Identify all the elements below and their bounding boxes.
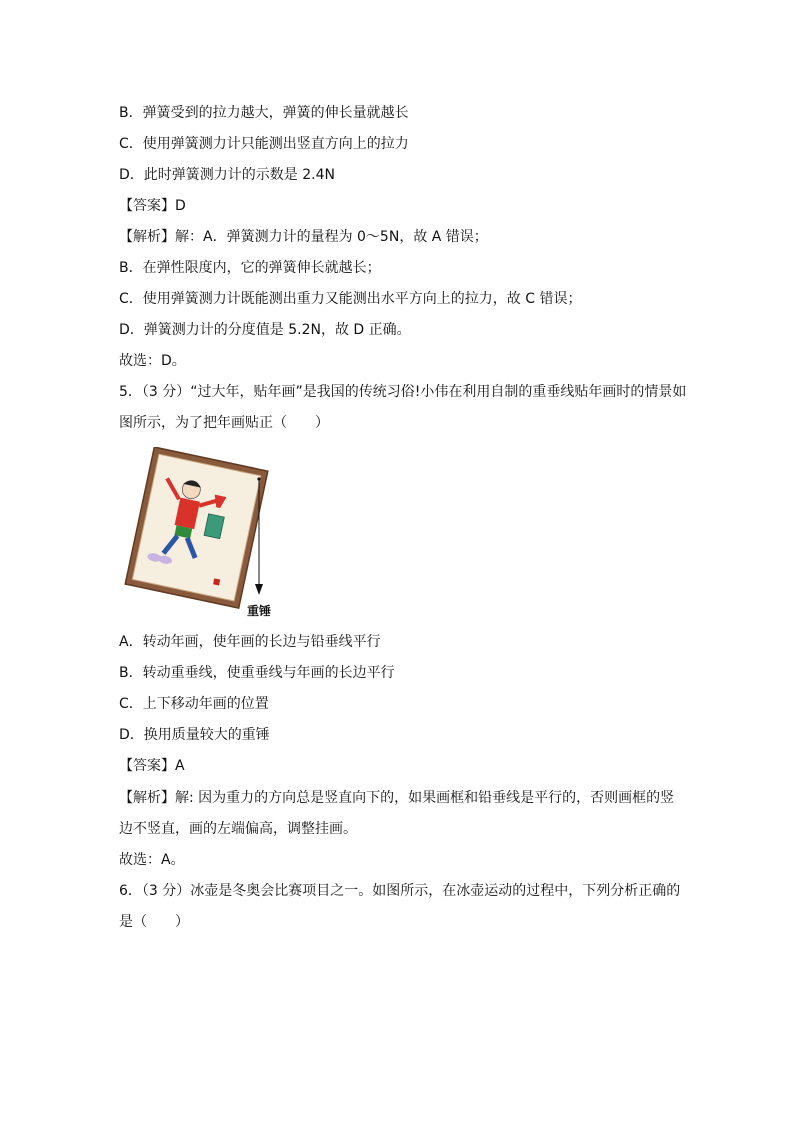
q5-answer: 【答案】A xyxy=(119,758,185,774)
q6-stem-line-1: 6．（3 分）冰壶是冬奥会比赛项目之一。如图所示，在冰壶运动的过程中，下列分析正确的 xyxy=(119,883,681,899)
weight-label: 重锤 xyxy=(246,604,272,618)
q5-conclusion: 故选：A。 xyxy=(119,852,185,868)
q5-option-d: D．换用质量较大的重锤 xyxy=(119,727,270,743)
q4-analysis-3: C．使用弹簧测力计既能测出重力又能测出水平方向上的拉力，故 C 错误； xyxy=(119,291,582,307)
q4-analysis-2: B．在弹性限度内，它的弹簧伸长就越长； xyxy=(119,260,381,276)
q6-stem-line-2: 是（ ） xyxy=(119,914,189,930)
q4-analysis-4: D．弹簧测力计的分度值是 5.2N，故 D 正确。 xyxy=(119,322,411,338)
q4-option-d: D．此时弹簧测力计的示数是 2.4N xyxy=(119,167,335,183)
q4-conclusion: 故选：D。 xyxy=(119,353,186,369)
picture-frame xyxy=(125,447,268,608)
q5-analysis-1: 【解析】解: 因为重力的方向总是竖直向下的，如果画框和铅垂线是平行的，否则画框的竖 xyxy=(119,790,675,806)
new-year-picture-figure xyxy=(122,447,292,622)
q4-answer: 【答案】D xyxy=(119,198,186,214)
q5-stem-line-2: 图所示，为了把年画贴正（ ） xyxy=(119,415,329,431)
q5-option-c: C．上下移动年画的位置 xyxy=(119,696,269,712)
q4-option-b: B．弹簧受到的拉力越大，弹簧的伸长量就越长 xyxy=(119,105,409,121)
q4-option-c: C．使用弹簧测力计只能测出竖直方向上的拉力 xyxy=(119,136,409,152)
q5-analysis-2: 边不竖直，画的左端偏高，调整挂画。 xyxy=(119,821,357,837)
q5-option-b: B．转动重垂线，使重垂线与年画的长边平行 xyxy=(119,665,395,681)
q5-stem-line-1: 5．（3 分）“过大年，贴年画”是我国的传统习俗!小伟在利用自制的重垂线贴年画时的情景如 xyxy=(119,384,687,400)
plumb-bob xyxy=(255,584,263,595)
q4-analysis-1: 【解析】解：A．弹簧测力计的量程为 0～5N，故 A 错误； xyxy=(119,229,488,245)
q5-option-a: A．转动年画，使年画的长边与铅垂线平行 xyxy=(119,634,381,650)
